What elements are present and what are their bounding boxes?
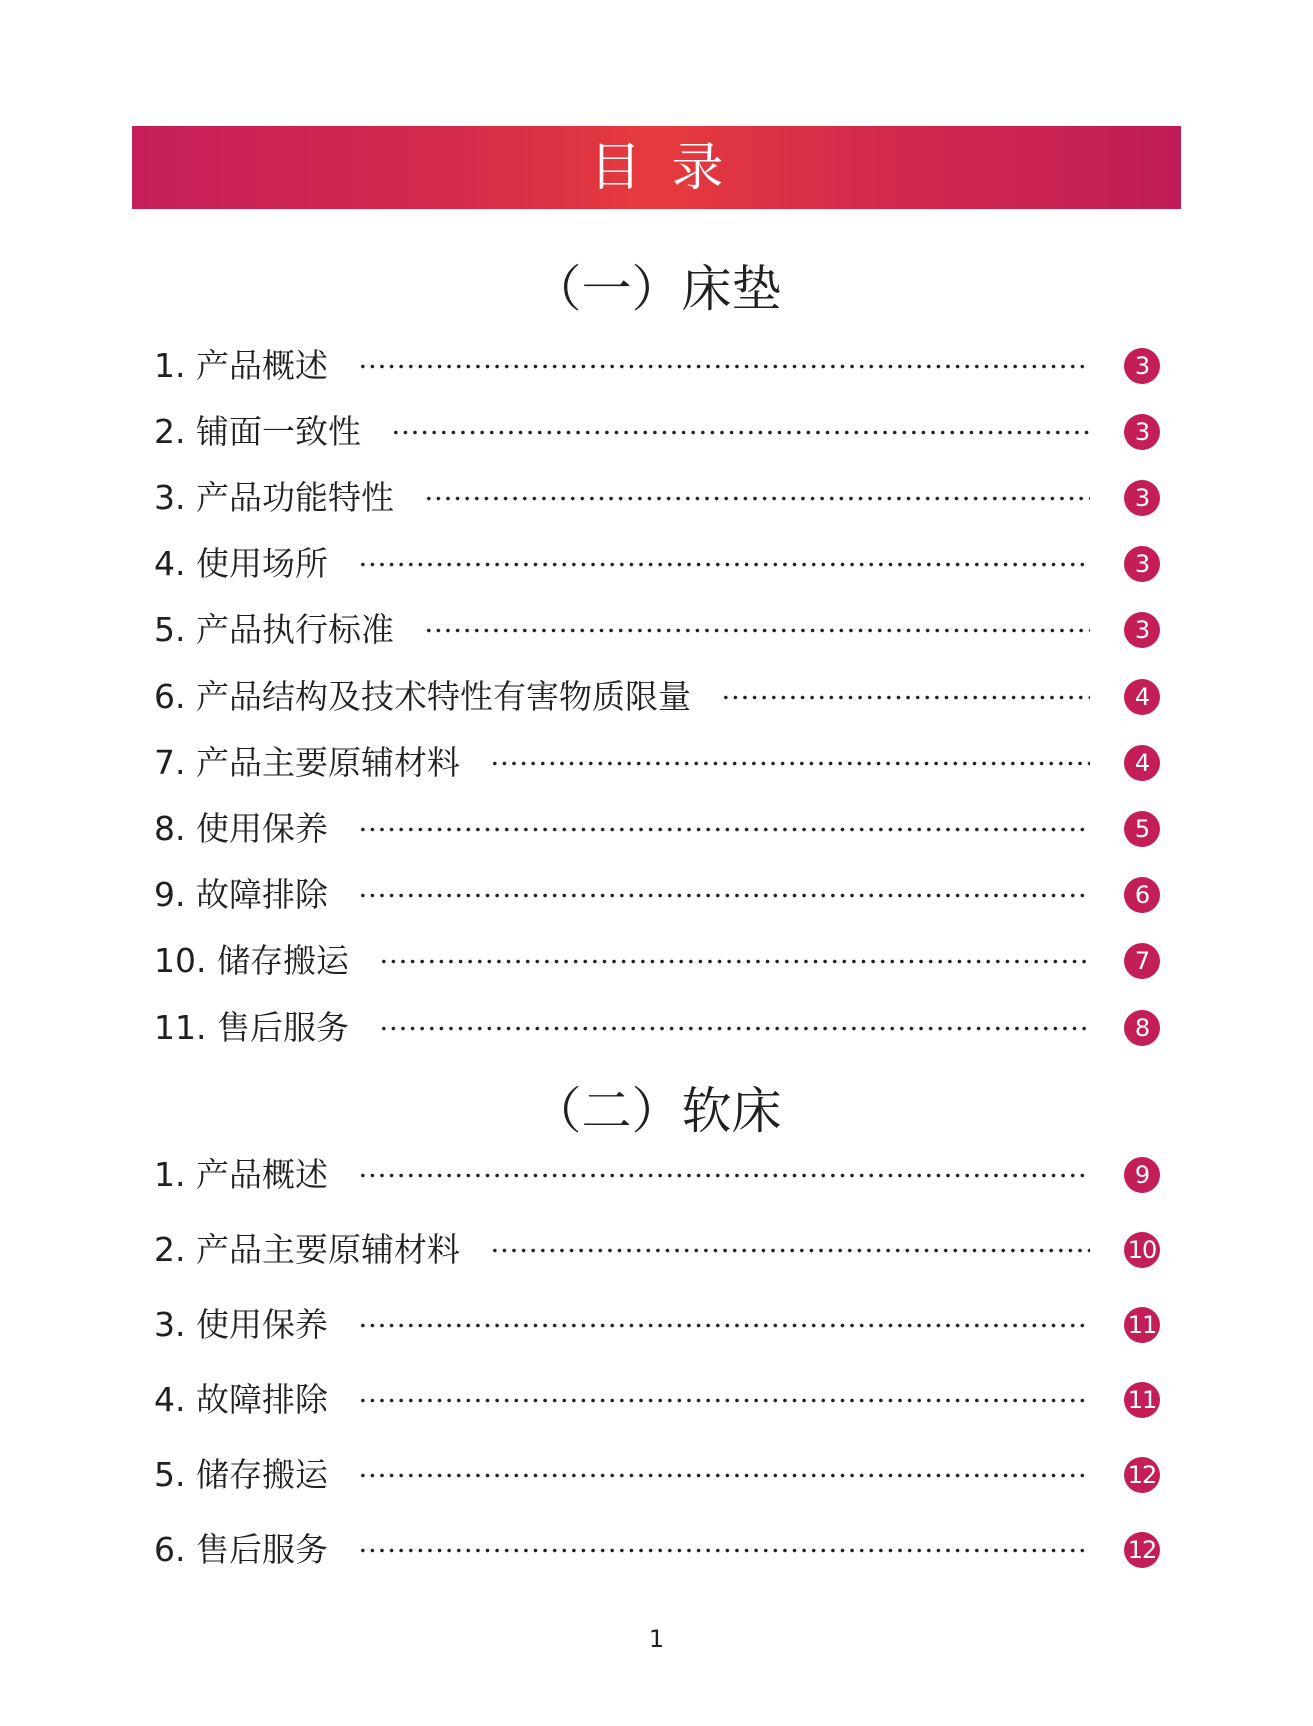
page-number-badge: 12 xyxy=(1124,1457,1160,1493)
dot-leader xyxy=(424,628,1090,633)
page-number-badge: 7 xyxy=(1124,943,1160,979)
dot-leader xyxy=(358,1398,1090,1403)
toc-entry-label: 4. 故障排除 xyxy=(154,1380,328,1419)
page-number-badge: 4 xyxy=(1124,679,1160,715)
toc-entry-label: 3. 使用保养 xyxy=(154,1305,328,1344)
toc-entry[interactable] xyxy=(154,941,1160,981)
toc-entry[interactable] xyxy=(154,1230,1160,1270)
dot-leader xyxy=(358,827,1090,832)
page-number-badge: 3 xyxy=(1124,348,1160,384)
toc-entry[interactable] xyxy=(154,677,1160,717)
toc-entry[interactable] xyxy=(154,544,1160,584)
toc-entry[interactable] xyxy=(154,809,1160,849)
toc-entry-label: 1. 产品概述 xyxy=(154,1155,328,1194)
page-number-badge: 3 xyxy=(1124,546,1160,582)
toc-entry-label: 11. 售后服务 xyxy=(154,1008,349,1047)
toc-entry-label: 3. 产品功能特性 xyxy=(154,478,394,517)
dot-leader xyxy=(358,1323,1090,1328)
dot-leader xyxy=(358,1473,1090,1478)
toc-entry[interactable] xyxy=(154,346,1160,386)
toc-entry[interactable] xyxy=(154,1455,1160,1495)
toc-entry[interactable] xyxy=(154,1305,1160,1345)
page-number-badge: 3 xyxy=(1124,612,1160,648)
toc-entry-label: 5. 产品执行标准 xyxy=(154,610,394,649)
dot-leader xyxy=(379,1026,1090,1031)
page-number-badge: 11 xyxy=(1124,1382,1160,1418)
toc-entry-label: 6. 售后服务 xyxy=(154,1530,328,1569)
toc-banner xyxy=(132,126,1181,209)
toc-entry-label: 10. 储存搬运 xyxy=(154,941,349,980)
toc-entry[interactable] xyxy=(154,610,1160,650)
toc-entry-label: 2. 铺面一致性 xyxy=(154,412,361,451)
page-number-badge: 8 xyxy=(1124,1010,1160,1046)
dot-leader xyxy=(358,364,1090,369)
dot-leader xyxy=(358,893,1090,898)
toc-title: 目录 xyxy=(589,137,754,198)
toc-entry[interactable] xyxy=(154,875,1160,915)
page-number-badge: 3 xyxy=(1124,414,1160,450)
toc-entry-label: 8. 使用保养 xyxy=(154,809,328,848)
toc-entry[interactable] xyxy=(154,478,1160,518)
dot-leader xyxy=(358,1173,1090,1178)
toc-entry[interactable] xyxy=(154,1380,1160,1420)
toc-entry-label: 4. 使用场所 xyxy=(154,544,328,583)
page-number-badge: 11 xyxy=(1124,1307,1160,1343)
page-number-badge: 9 xyxy=(1124,1157,1160,1193)
page-number-badge: 6 xyxy=(1124,877,1160,913)
section-heading-soft-bed: （二）软床 xyxy=(531,1082,782,1140)
dot-leader xyxy=(358,562,1090,567)
page-number-badge: 4 xyxy=(1124,745,1160,781)
toc-entry[interactable] xyxy=(154,1155,1160,1195)
toc-entry-label: 2. 产品主要原辅材料 xyxy=(154,1230,460,1269)
dot-leader xyxy=(424,496,1090,501)
toc-entry-label: 9. 故障排除 xyxy=(154,875,328,914)
page-footer-number: 1 xyxy=(648,1625,665,1653)
toc-entry[interactable] xyxy=(154,412,1160,452)
toc-entry-label: 7. 产品主要原辅材料 xyxy=(154,743,460,782)
page-number-badge: 3 xyxy=(1124,480,1160,516)
dot-leader xyxy=(490,761,1090,766)
toc-entry-label: 5. 储存搬运 xyxy=(154,1455,328,1494)
toc-entry-label: 1. 产品概述 xyxy=(154,346,328,385)
dot-leader xyxy=(721,695,1090,700)
toc-entry[interactable] xyxy=(154,1008,1160,1048)
dot-leader xyxy=(490,1248,1090,1253)
toc-entry-label: 6. 产品结构及技术特性有害物质限量 xyxy=(154,677,691,716)
toc-entry[interactable] xyxy=(154,743,1160,783)
page-number-badge: 5 xyxy=(1124,811,1160,847)
dot-leader xyxy=(379,959,1090,964)
page-number-badge: 12 xyxy=(1124,1532,1160,1568)
dot-leader xyxy=(391,430,1090,435)
toc-entry[interactable] xyxy=(154,1530,1160,1570)
section-heading-mattress: （一）床垫 xyxy=(531,260,782,318)
page-number-badge: 10 xyxy=(1124,1232,1160,1268)
dot-leader xyxy=(358,1548,1090,1553)
